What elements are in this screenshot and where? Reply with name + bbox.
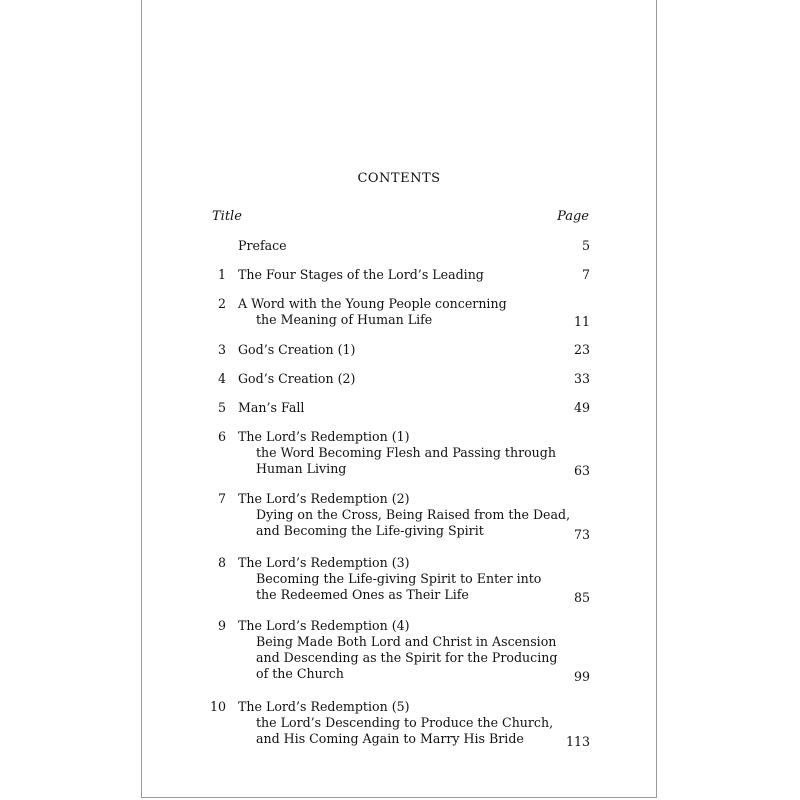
page-number: 63 bbox=[573, 463, 590, 478]
entry-title-line: A Word with the Young People concerning bbox=[238, 296, 507, 311]
page-number: 5 bbox=[581, 238, 590, 253]
entry-subtitle-line: the Lord’s Descending to Produce the Church, bbox=[256, 715, 554, 730]
page-number: 23 bbox=[573, 342, 590, 357]
title-column-header: Title bbox=[212, 209, 242, 224]
entry-title-line: Preface bbox=[238, 238, 287, 253]
book-page bbox=[141, 0, 657, 798]
entry-subtitle-line: Becoming the Life-giving Spirit to Enter into bbox=[256, 571, 542, 586]
page-number: 33 bbox=[573, 371, 590, 386]
entry-title-line: The Lord’s Redemption (1) bbox=[238, 429, 410, 444]
entry-subtitle-line: and His Coming Again to Marry His Bride bbox=[256, 731, 524, 746]
entry-title-line: The Lord’s Redemption (5) bbox=[238, 699, 410, 714]
page-number: 85 bbox=[573, 590, 590, 605]
page-number: 7 bbox=[581, 267, 590, 282]
entry-subtitle-line: Dying on the Cross, Being Raised from the Dead, bbox=[256, 507, 571, 522]
chapter-number: 9 bbox=[217, 618, 226, 633]
entry-subtitle-line: and Descending as the Spirit for the Producing bbox=[256, 650, 558, 665]
chapter-number: 4 bbox=[217, 371, 226, 386]
chapter-number: 10 bbox=[209, 699, 226, 714]
entry-subtitle-line: and Becoming the Life-giving Spirit bbox=[256, 523, 484, 538]
entry-title-line: Man’s Fall bbox=[238, 400, 305, 415]
chapter-number: 6 bbox=[217, 429, 226, 444]
chapter-number: 7 bbox=[217, 491, 226, 506]
entry-title-line: God’s Creation (1) bbox=[238, 342, 356, 357]
entry-title-line: God’s Creation (2) bbox=[238, 371, 356, 386]
page-column-header: Page bbox=[557, 209, 589, 224]
chapter-number: 1 bbox=[217, 267, 226, 282]
page-number: 99 bbox=[573, 669, 590, 684]
page-number: 11 bbox=[573, 314, 590, 329]
entry-title-line: The Four Stages of the Lord’s Leading bbox=[238, 267, 484, 282]
entry-title-line: The Lord’s Redemption (2) bbox=[238, 491, 410, 506]
chapter-number: 3 bbox=[217, 342, 226, 357]
entry-subtitle-line: of the Church bbox=[256, 666, 344, 681]
entry-subtitle-line: Human Living bbox=[256, 461, 347, 476]
chapter-number: 5 bbox=[217, 400, 226, 415]
contents-heading: CONTENTS bbox=[357, 171, 441, 186]
page-number: 73 bbox=[573, 527, 590, 542]
chapter-number: 8 bbox=[217, 555, 226, 570]
entry-title-line: The Lord’s Redemption (3) bbox=[238, 555, 410, 570]
entry-subtitle-line: the Meaning of Human Life bbox=[256, 312, 433, 327]
entry-subtitle-line: Being Made Both Lord and Christ in Ascension bbox=[256, 634, 557, 649]
entry-subtitle-line: the Redeemed Ones as Their Life bbox=[256, 587, 469, 602]
entry-title-line: The Lord’s Redemption (4) bbox=[238, 618, 410, 633]
entry-subtitle-line: the Word Becoming Flesh and Passing through bbox=[256, 445, 556, 460]
page-number: 49 bbox=[573, 400, 590, 415]
chapter-number: 2 bbox=[217, 296, 226, 311]
page-number: 113 bbox=[565, 734, 590, 749]
